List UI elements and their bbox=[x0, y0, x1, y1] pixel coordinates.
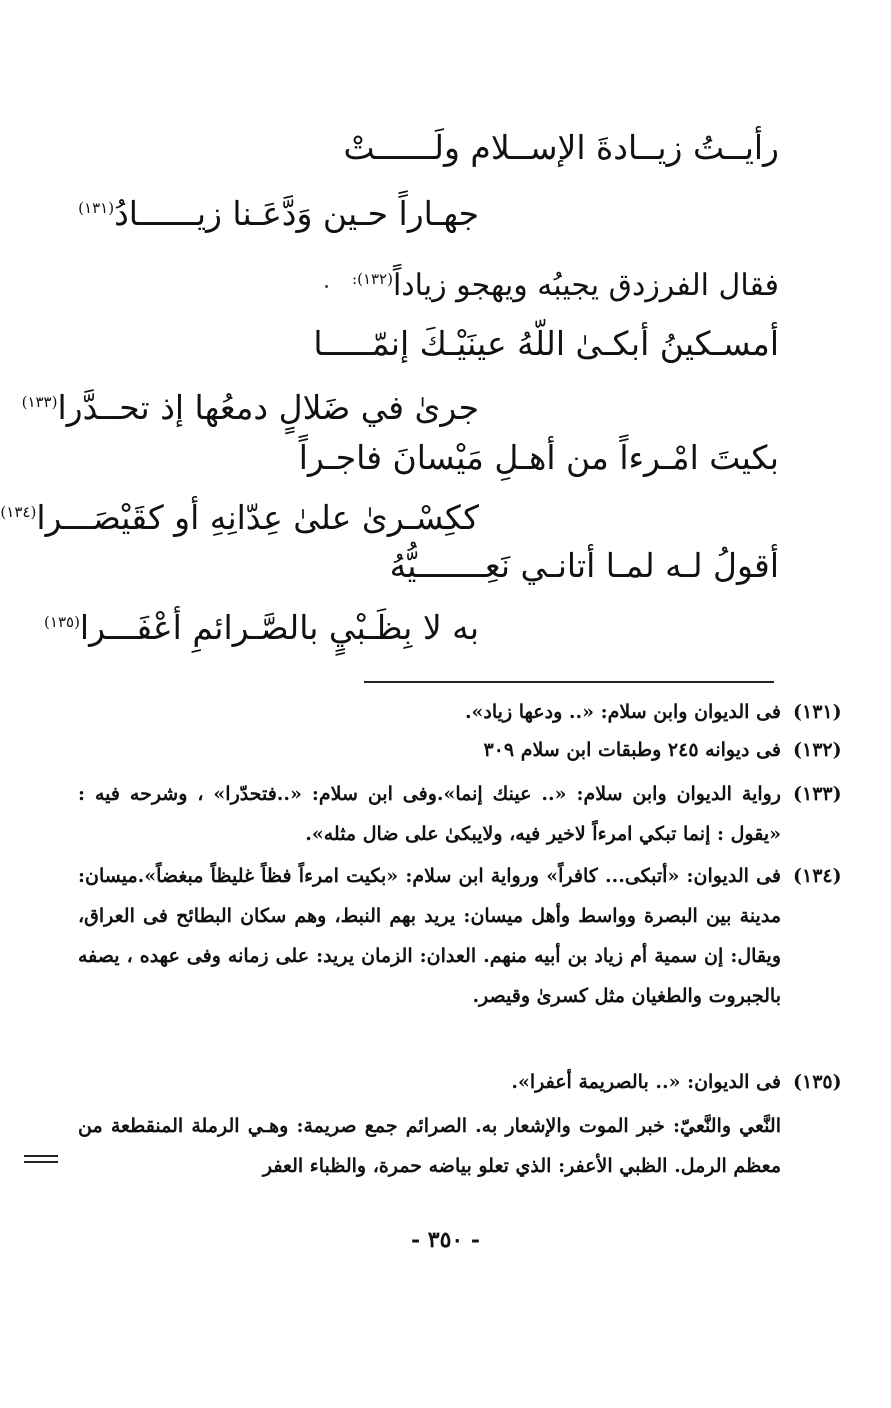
footnote-text: النَّعي والنَّعيّ: خبر الموت والإشعار به. الصرائم جمع صريمة: وهـي الرملة المنقطعة من معظم الرمل. الظبي الأعفر: الذي تعلو بياضه حمرة، والظباء العفر bbox=[78, 1115, 781, 1177]
verse-1-second-half bbox=[78, 186, 479, 236]
verse-2-first-half bbox=[313, 322, 779, 366]
footnote-explanation bbox=[78, 1106, 781, 1186]
verse-text: أقولُ لـه لمـا أتانـي نَعِـــــــيُّهُ bbox=[389, 546, 779, 585]
verse-text: رأيــتُ زيــادةَ الإســلام ولَــــــتْ bbox=[343, 128, 779, 167]
verse-text: أمسـكينُ أبكـىٰ اللّهُ عينَيْـكَ إنمّـــــا bbox=[313, 324, 779, 363]
verse-4-second-half bbox=[44, 600, 479, 650]
footnote-number: (١٣٣) bbox=[793, 783, 842, 805]
footnote-reference: (١٣١) bbox=[78, 199, 115, 217]
verse-3-second-half bbox=[0, 490, 479, 540]
footnote-reference: (١٣٣) bbox=[21, 393, 58, 411]
footnote-131 bbox=[78, 692, 842, 732]
footnote-number: (١٣٢) bbox=[793, 739, 842, 761]
footnote-reference: (١٣٤) bbox=[0, 503, 37, 521]
verse-text: جهـاراً حـين وَدَّعَـنا زيــــــادُ bbox=[114, 194, 479, 233]
footnote-text: رواية الديوان وابن سلام: «.. عينك إنما».وفى ابن سلام: «..فتحدّرا» ، وشرحه فيه : «يقول : إنما تبكي امرءاً لاخير فيه، ولايبكىٰ على ضال مثله». bbox=[78, 783, 781, 845]
footnote-134 bbox=[78, 856, 842, 1016]
footnote-text: فى ديوانه ٢٤٥ وطبقات ابن سلام ٣٠٩ bbox=[483, 739, 781, 761]
footnote-135 bbox=[78, 1062, 842, 1102]
verse-text: به لا بِظَـبْيٍ بالصَّـرائمِ أعْفَـــرا bbox=[79, 608, 479, 647]
footnote-132 bbox=[78, 730, 842, 770]
footnote-text: فى الديوان: «أتبكى... كافراً» ورواية ابن سلام: «بكيت امرءاً فظاً غليظاً مبغضاً».ميسان: مدينة بين البصرة وواسط وأهل ميسان: يريد بهم النبط، وهم سكان البطائح فى العراق، ويقال: إن سمية أم زياد بن أبيه منهم. العدان: الزمان يريد: على زمانه وفى عهده ، يصفه بالجبروت والطغيان مثل كسرىٰ وقيصر. bbox=[78, 865, 781, 1007]
footnote-reference: (١٣٢): bbox=[352, 270, 393, 288]
verse-text: جرىٰ في ضَلالٍ دمعُها إذ تحــدَّرا bbox=[57, 388, 479, 427]
footnote-number: (١٣٥) bbox=[793, 1071, 842, 1093]
verse-4-first-half bbox=[390, 544, 779, 588]
footnote-number: (١٣١) bbox=[793, 701, 842, 723]
intro-text: فقال الفرزدق يجيبُه ويهجو زياداً bbox=[392, 268, 779, 303]
continuation-mark bbox=[24, 1155, 58, 1165]
verse-3-first-half bbox=[299, 436, 779, 480]
verse-text: ككِسْـرىٰ علىٰ عِدّانِهِ أو كقَيْصَـــرا bbox=[36, 498, 479, 537]
verse-text: بكيتَ امْـرءاً من أهـلِ مَيْسانَ فاجـراً bbox=[298, 438, 779, 477]
footnote-divider bbox=[364, 681, 774, 683]
footnote-133 bbox=[78, 774, 842, 854]
footnote-text: فى الديوان: «.. بالصريمة أعفرا». bbox=[511, 1071, 781, 1093]
verse-2-second-half bbox=[22, 380, 479, 430]
speck-mark bbox=[325, 285, 328, 288]
footnote-number: (١٣٤) bbox=[793, 865, 842, 887]
intro-line bbox=[352, 258, 779, 307]
page-number: - ٣٥٠ - bbox=[410, 1227, 481, 1253]
footnote-text: فى الديوان وابن سلام: «.. ودعها زياد». bbox=[464, 701, 781, 723]
footnote-reference: (١٣٥) bbox=[44, 613, 80, 631]
verse-1-first-half bbox=[344, 126, 780, 170]
